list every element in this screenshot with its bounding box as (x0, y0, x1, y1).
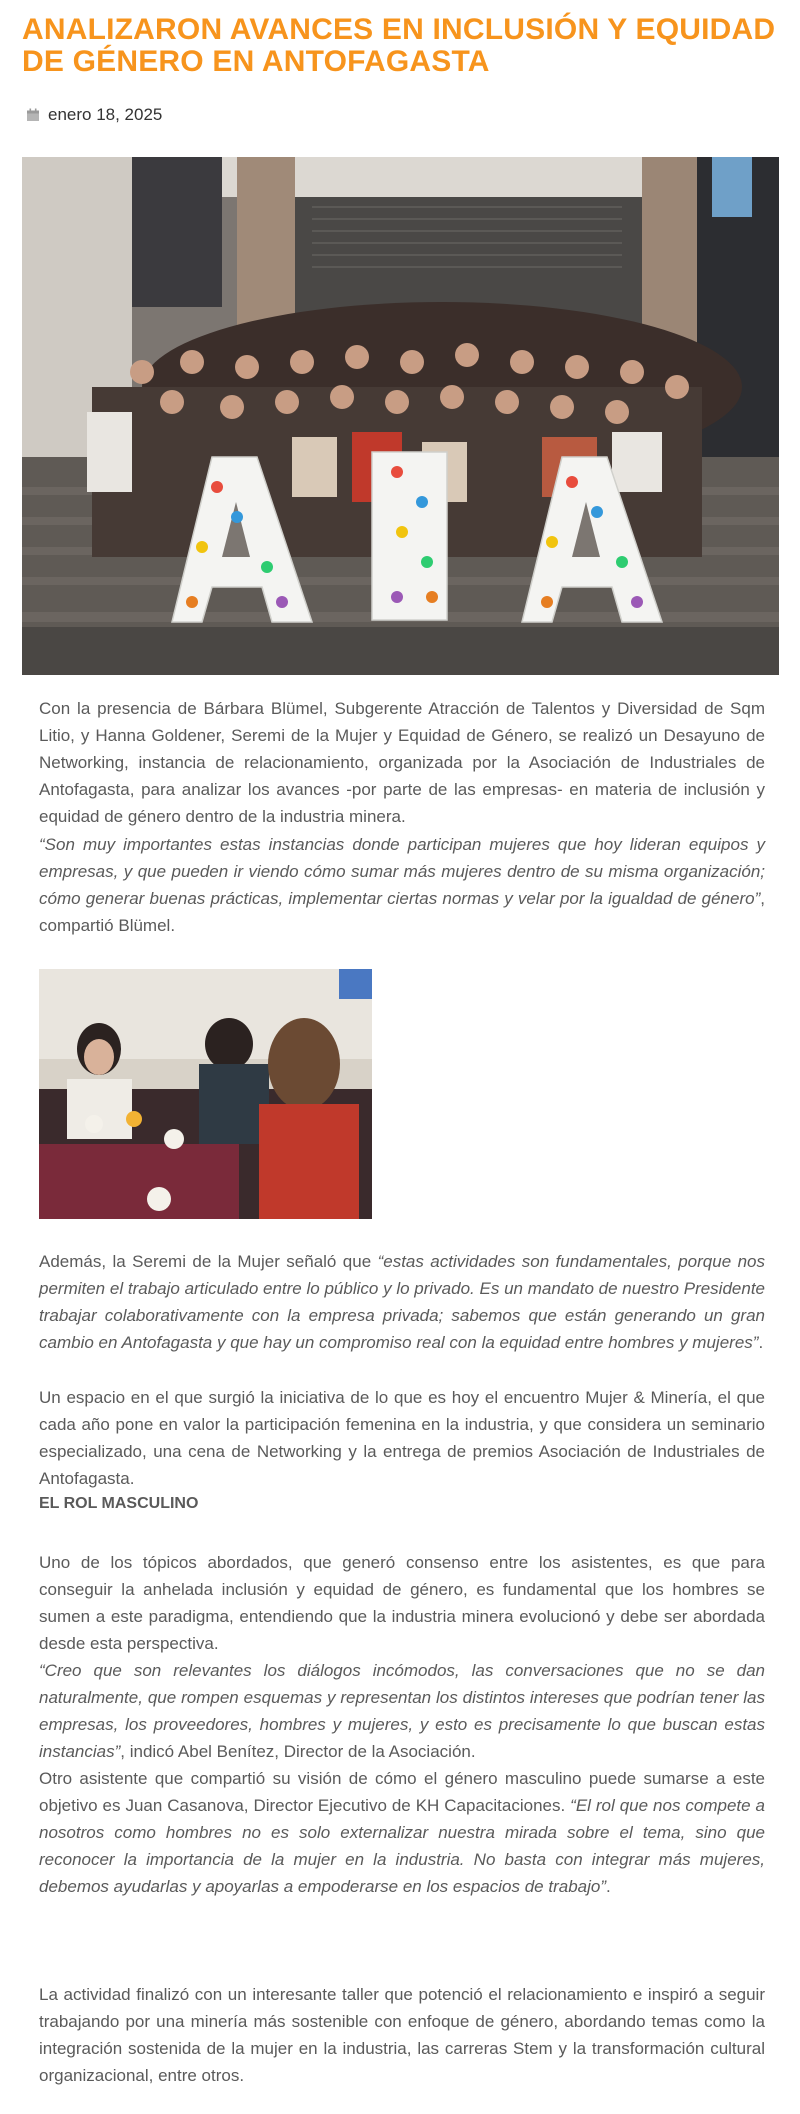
hero-photo (22, 157, 779, 675)
quote-blumel-attribution: , compartió Blümel. (39, 889, 765, 935)
networking-photo (39, 969, 372, 1219)
post-date-text: enero 18, 2025 (48, 105, 163, 124)
paragraph-benitez-quote (39, 1657, 765, 1765)
hero-photo-illustration (22, 157, 779, 675)
seremi-lead: Además, la Seremi de la Mujer señaló que (39, 1252, 378, 1271)
calendar-icon (26, 108, 40, 122)
paragraph-closing: La actividad finalizó con un interesante taller que potenció el relacionamiento e inspiró a seguir trabajando por una minería más sostenible con enfoque de género, abordando temas como la integración sostenida de la mujer en la industria, las carreras Stem y la transformación cultural organizacional, entre otros. (39, 1985, 765, 2085)
networking-photo-illustration (39, 969, 372, 1219)
article-title: ANALIZARON AVANCES EN INCLUSIÓN Y EQUIDAD DE GÉNERO EN ANTOFAGASTA (22, 13, 776, 78)
quote-benitez: “Creo que son relevantes los diálogos incómodos, las conversaciones que no se dan naturalmente, que rompen esquemas y representan los distintos intereses que podrían tener las empresas, los proveedores, hombres y mujeres, y esto es precisamente lo que buscan estas instancias” (39, 1661, 765, 1761)
paragraph-seremi-quote (39, 1248, 765, 1356)
paragraph-casanova-quote (39, 1765, 765, 1900)
paragraph-rol-masculino: Uno de los tópicos abordados, que generó consenso entre los asistentes, es que para conseguir la anhelada inclusión y equidad de género, es fundamental que los hombres se sumen a este paradigma, entendiendo que la industria minera evolucionó y debe ser abordada desde esta perspectiva. (39, 1553, 765, 1653)
post-date (26, 104, 162, 126)
paragraph-blumel-quote (39, 831, 765, 939)
paragraph-mujer-mineria: Un espacio en el que surgió la iniciativa de lo que es hoy el encuentro Mujer & Minería, el que cada año pone en valor la participación femenina en la industria, y que considera un seminario especializado, una cena de Networking y la entrega de premios Asociación de Industriales de Antofagasta. (39, 1388, 765, 1488)
section-heading-rol-masculino: EL ROL MASCULINO (39, 1495, 199, 1512)
casanova-lead: Otro asistente que compartió su visión de cómo el género masculino puede sumarse a este objetivo es Juan Casanova, Director Ejecutivo de KH Capacitaciones. (39, 1769, 765, 1815)
paragraph-intro: Con la presencia de Bárbara Blümel, Subgerente Atracción de Talentos y Diversidad de Sqm Litio, y Hanna Goldener, Seremi de la Mujer y Equidad de Género, se realizó un Desayuno de Networking, instancia de relacionamiento, organizada por la Asociación de Industriales de Antofagasta, para analizar los avances -por parte de las empresas- en materia de inclusión y equidad de género dentro de la industria minera. (39, 699, 765, 826)
quote-casanova-tail: . (606, 1877, 611, 1896)
quote-benitez-attribution: , indicó Abel Benítez, Director de la Asociación. (120, 1742, 476, 1761)
quote-casanova: “El rol que nos compete a nosotros como hombres no es solo externalizar nuestra mirada sobre el tema, sino que reconocer la importancia de la mujer en la industria. No basta con integrar más mujeres, debemos ayudarlas y apoyarlas a empoderarse en los espacios de trabajo” (39, 1796, 765, 1896)
quote-blumel: “Son muy importantes estas instancias donde participan mujeres que hoy lideran equipos y empresas, y que pueden ir viendo cómo sumar más mujeres dentro de su misma organización; cómo generar buenas prácticas, implementar ciertas normas y velar por la igualdad de género” (39, 835, 765, 908)
quote-seremi-tail: . (758, 1333, 764, 1352)
quote-seremi: “estas actividades son fundamentales, porque nos permiten el trabajo articulado entre lo público y lo privado. Es un mandato de nuestro Presidente trabajar colaborativamente con la empresa privada; sabemos que están generando un gran cambio en Antofagasta y que hay un compromiso real con la equidad entre hombres y mujeres” (39, 1252, 765, 1352)
